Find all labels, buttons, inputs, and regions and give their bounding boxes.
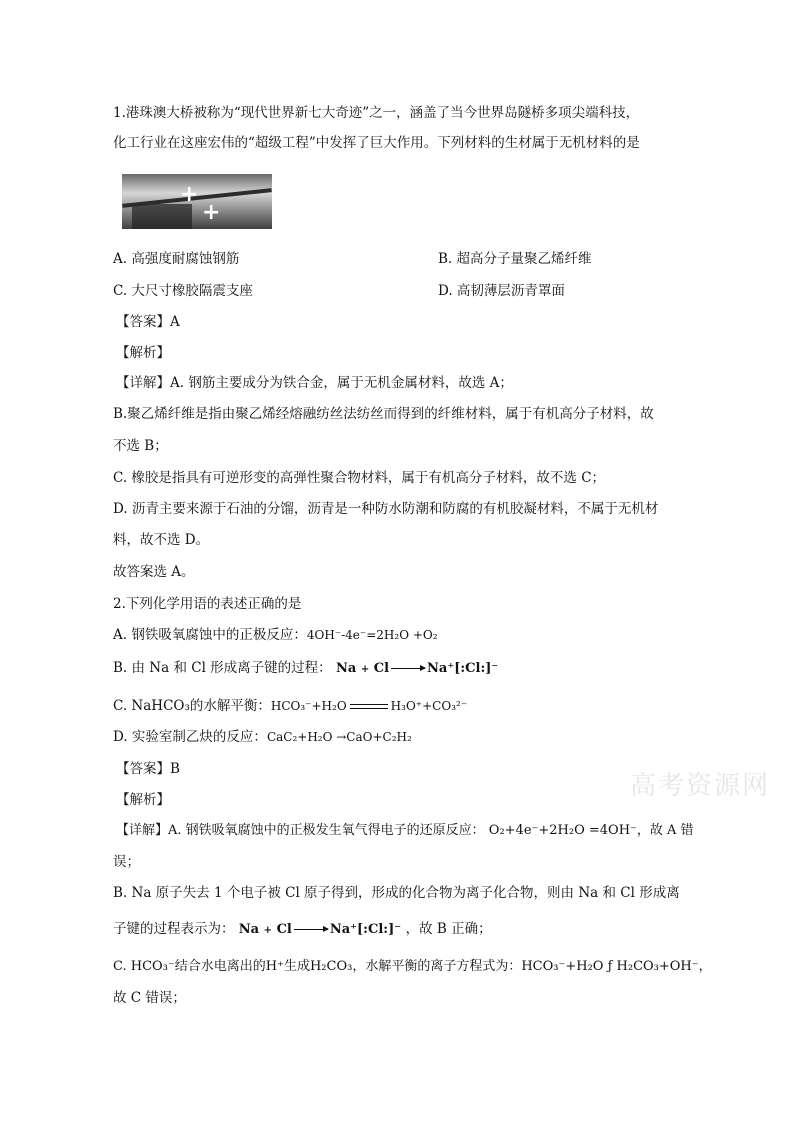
formula-plus: +: [360, 664, 370, 675]
formula-product-cl: [:Cl:]⁻: [454, 661, 499, 676]
q2-option-c-right: H₃O⁺+CO₃²⁻: [390, 699, 468, 713]
q1-conclusion: 故答案选 A。: [113, 564, 195, 580]
q2-analysis-label: 【解析】: [116, 792, 170, 808]
q1-detail-2: B.聚乙烯纤维是指由聚乙烯经熔融纺丝法纺丝而得到的纤维材料，属于有机高分子材料，故: [113, 406, 654, 422]
q2-detail-4: [113, 920, 492, 940]
bridge-photo: + +: [122, 174, 272, 229]
q2-detail-3: B. Na 原子失去 1 个电子被 Cl 原子得到，形成的化合物为离子化合物，则由 Na 和 Cl 形成离: [113, 885, 680, 901]
q2-detail-1: 【详解】A. 钢铁吸氧腐蚀中的正极发生氧气得电子的还原反应： O₂+4e⁻+2H₂O =4OH⁻，故 A 错: [116, 823, 694, 838]
ionic-bond-formula: [336, 661, 498, 676]
q1-option-a: A. 高强度耐腐蚀钢筋: [113, 251, 240, 267]
q2-option-b: [113, 659, 498, 679]
equilibrium-arrow-icon: [350, 704, 388, 710]
q1-option-c: C. 大尺寸橡胶隔震支座: [113, 283, 253, 299]
q2-detail-5: C. HCO₃⁻结合水电离出的H⁺生成H₂CO₃，水解平衡的离子方程式为：HCO₃⁻+H₂O ƒ H₂CO₃+OH⁻，: [113, 959, 712, 974]
q2-option-d-prefix: D. 实验室制乙炔的反应：: [113, 729, 267, 745]
q1-stem-line1: 1.港珠澳大桥被称为“现代世界新七大奇迹”之一，涵盖了当今世界岛隧桥多项尖端科技，: [113, 105, 640, 121]
q2-detail-4-suffix: ，故 B 正确；: [405, 921, 492, 937]
formula-na: Na: [335, 661, 357, 676]
q1-option-d: D. 高韧薄层沥青罩面: [438, 283, 565, 299]
q1-detail-1: 【详解】A. 钢筋主要成分为铁合金，属于无机金属材料，故选 A；: [116, 375, 513, 391]
q1-stem-line2: 化工行业在这座宏伟的“超级工程”中发挥了巨大作用。下列材料的生材属于无机材料的是: [113, 135, 640, 151]
ionic-bond-formula-2: [239, 922, 406, 937]
formula2-plus: +: [263, 925, 273, 936]
q1-detail-6: 料，故不选 D。: [113, 532, 210, 548]
q2-option-c: [113, 697, 467, 715]
q2-option-b-prefix: B. 由 Na 和 Cl 形成离子键的过程：: [113, 660, 332, 676]
q2-answer: 【答案】B: [116, 761, 180, 777]
q2-detail-6: 故 C 错误；: [113, 990, 186, 1006]
q2-option-d-equation: CaC₂+H₂O →CaO+C₂H₂: [266, 730, 412, 744]
watermark: 高考资源网: [630, 771, 771, 801]
q2-detail-4-prefix: 子键的过程表示为：: [113, 921, 235, 937]
formula-product-na: Na⁺: [427, 661, 455, 676]
q1-option-b: B. 超高分子量聚乙烯纤维: [438, 251, 592, 267]
q1-detail-3: 不选 B；: [113, 438, 168, 454]
q1-detail-4: C. 橡胶是指具有可逆形变的高弹性聚合物材料，属于有机高分子材料，故不选 C；: [113, 470, 606, 486]
formula2-na: Na: [238, 922, 260, 937]
reaction-arrow-icon: [391, 668, 425, 669]
reaction-arrow-2-icon: [294, 929, 328, 930]
q2-option-d: [113, 728, 412, 746]
q1-detail-5: D. 沥青主要来源于石油的分馏，沥青是一种防水防潮和防腐的有机胶凝材料，不属于无机材: [113, 501, 659, 517]
q2-option-a-equation: 4OH⁻-4e⁻=2H₂O +O₂: [306, 628, 438, 642]
q2-option-a-prefix: A. 钢铁吸氧腐蚀中的正极反应：: [113, 627, 307, 643]
q2-stem: 2.下列化学用语的表述正确的是: [113, 596, 302, 612]
q2-option-c-left: HCO₃⁻+H₂O: [270, 699, 347, 713]
formula2-cl: Cl: [276, 922, 292, 937]
q2-detail-2: 误；: [113, 854, 140, 870]
q1-answer: 【答案】A: [116, 314, 180, 330]
q1-analysis-label: 【解析】: [116, 345, 170, 361]
formula-cl: Cl: [373, 661, 390, 676]
formula2-product-na: Na⁺: [329, 922, 358, 937]
q2-option-c-prefix: C. NaHCO₃的水解平衡：: [113, 698, 271, 714]
q2-option-a: [113, 626, 438, 644]
formula2-product-cl: [:Cl:]⁻: [357, 922, 402, 937]
